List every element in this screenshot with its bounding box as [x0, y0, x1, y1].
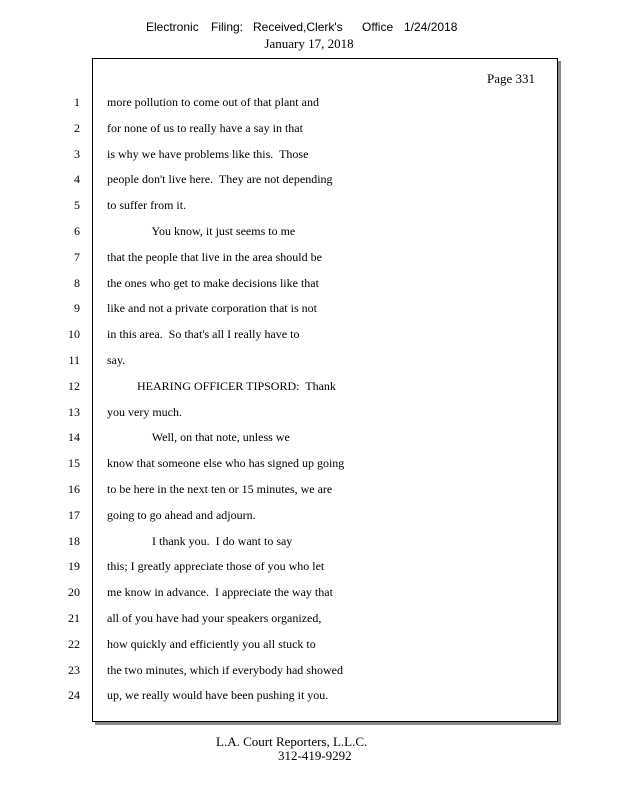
line-text: going to go ahead and adjourn.	[107, 508, 256, 522]
line-number: 16	[68, 482, 80, 496]
line-number: 13	[68, 405, 80, 419]
filing-word-filing: Filing:	[211, 20, 244, 34]
line-number: 17	[68, 508, 80, 522]
filing-word-office: Office	[362, 20, 394, 34]
line-text: up, we really would have been pushing it you.	[107, 688, 329, 702]
line-number: 3	[74, 147, 80, 161]
reporter-company: L.A. Court Reporters, L.L.C.	[216, 734, 368, 749]
line-text: you very much.	[107, 405, 182, 419]
line-number: 18	[68, 534, 80, 548]
filing-word-received-clerks: Received,Clerk's	[253, 20, 343, 34]
line-number: 22	[68, 637, 80, 651]
line-text: all of you have had your speakers organized,	[107, 611, 322, 625]
line-text: for none of us to really have a say in that	[107, 121, 303, 135]
line-number: 19	[68, 559, 80, 573]
line-text: is why we have problems like this. Those	[107, 147, 309, 161]
line-text: to suffer from it.	[107, 198, 187, 212]
line-number: 23	[68, 663, 80, 677]
line-number: 6	[74, 224, 80, 238]
line-text: I thank you. I do want to say	[107, 534, 293, 548]
line-text: say.	[107, 353, 126, 367]
line-text: the two minutes, which if everybody had showed	[107, 663, 343, 677]
line-number: 8	[74, 276, 80, 290]
line-number: 4	[74, 172, 80, 186]
line-number: 5	[74, 198, 80, 212]
line-text: HEARING OFFICER TIPSORD: Thank	[107, 379, 336, 393]
electronic-filing-stamp	[0, 20, 618, 36]
line-number: 14	[68, 430, 80, 444]
line-number: 15	[68, 456, 80, 470]
line-number: 9	[74, 301, 80, 315]
reporter-phone: 312-419-9292	[278, 748, 352, 763]
page-number: Page 331	[486, 71, 535, 86]
line-text: me know in advance. I appreciate the way that	[107, 585, 333, 599]
line-text: how quickly and efficiently you all stuck to	[107, 637, 316, 651]
line-text: that the people that live in the area should be	[107, 250, 322, 264]
line-text: in this area. So that's all I really have to	[107, 327, 300, 341]
line-number: 12	[68, 379, 80, 393]
line-number: 10	[68, 327, 80, 341]
line-text: to be here in the next ten or 15 minutes, we are	[107, 482, 333, 496]
line-text: like and not a private corporation that is not	[107, 301, 317, 315]
hearing-date: January 17, 2018	[264, 36, 354, 51]
line-number: 7	[74, 250, 80, 264]
line-text: this; I greatly appreciate those of you who let	[107, 559, 325, 573]
line-number: 21	[68, 611, 80, 625]
line-text: people don't live here. They are not depending	[107, 172, 333, 186]
line-text: know that someone else who has signed up going	[107, 456, 345, 470]
line-text: more pollution to come out of that plant and	[107, 95, 319, 109]
line-number: 11	[68, 353, 80, 367]
line-text: Well, on that note, unless we	[107, 430, 290, 444]
line-number: 2	[74, 121, 80, 135]
line-number: 20	[68, 585, 80, 599]
line-number: 1	[74, 95, 80, 109]
line-text: You know, it just seems to me	[107, 224, 296, 238]
filing-word-electronic: Electronic	[146, 20, 199, 34]
filing-date: 1/24/2018	[404, 20, 458, 34]
line-text: the ones who get to make decisions like that	[107, 276, 319, 290]
line-number: 24	[68, 688, 80, 702]
